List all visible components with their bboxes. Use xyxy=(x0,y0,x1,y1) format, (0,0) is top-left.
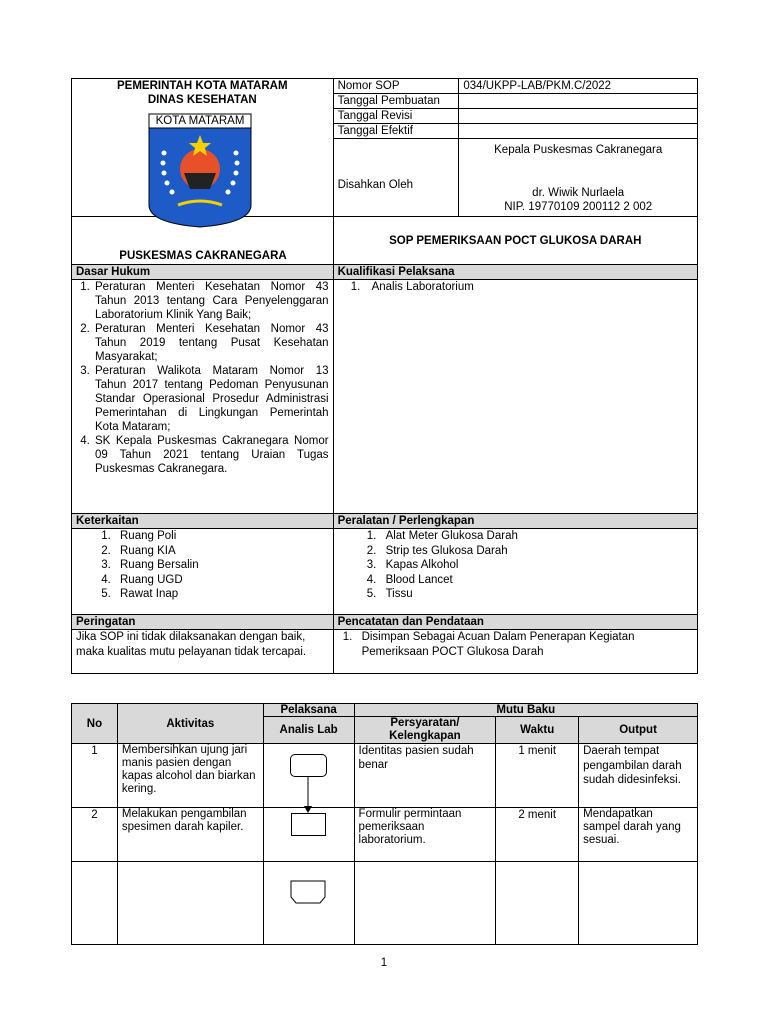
header-pelaksana: Pelaksana xyxy=(263,704,354,717)
header-persyaratan: Persyaratan/ Kelengkapan xyxy=(354,717,496,744)
list-item: 5. Tissu xyxy=(380,587,693,602)
puskesmas-name: PUSKESMAS CAKRANEGARA xyxy=(119,250,287,262)
row-persyaratan: Identitas pasien sudah benar xyxy=(354,744,496,808)
list-item: 3. Kapas Alkohol xyxy=(380,558,693,573)
header-aktivitas: Aktivitas xyxy=(117,704,263,744)
gov-line2: DINAS KESEHATAN xyxy=(147,94,257,106)
approver-name: dr. Wiwik Nurlaela xyxy=(532,187,625,199)
flow-offpage-connector xyxy=(290,880,327,905)
approver-nip: NIP. 19770109 200112 2 002 xyxy=(504,201,653,213)
list-item: 2. Ruang KIA xyxy=(114,544,329,559)
field-label: Tanggal Efektif xyxy=(333,124,459,139)
field-value: 034/UKPP-LAB/PKM.C/2022 xyxy=(459,79,698,94)
row-output xyxy=(579,862,698,945)
city-logo xyxy=(148,113,252,229)
list-item: 2. Peraturan Menteri Kesehatan Nomor 43 Tahun 2019 tentang Pusat Kesehatan Masyarakat; xyxy=(93,322,329,364)
row-output: Daerah tempat pengambilan darah sudah didesinfeksi. xyxy=(579,744,698,808)
list-item: 3. Ruang Bersalin xyxy=(114,558,329,573)
list-item: 1. Analis Laboratorium xyxy=(364,280,693,294)
header-waktu: Waktu xyxy=(496,717,579,744)
header-output: Output xyxy=(579,717,698,744)
peringatan-title: Peringatan xyxy=(72,615,334,630)
header-mutu-baku: Mutu Baku xyxy=(354,704,697,717)
row-aktivitas: Melakukan pengambilan spesimen darah kapiler. xyxy=(117,808,263,862)
keterkaitan-list-cell xyxy=(72,529,334,615)
flow-arrow xyxy=(300,776,316,814)
kualifikasi-title: Kualifikasi Pelaksana xyxy=(333,265,697,280)
list-item: 1. Ruang Poli xyxy=(114,529,329,544)
list-item: 3. Peraturan Walikota Mataram Nomor 13 Tahun 2017 tentang Pedoman Penyusunan Standar Operasional Prosedur Administrasi Pemerintahan di Lingkungan Pemerintah Kota Mataram; xyxy=(93,364,329,434)
field-value xyxy=(459,94,698,109)
dasar-hukum-title: Dasar Hukum xyxy=(72,265,334,280)
disahkan-label-cell xyxy=(333,139,459,217)
row-output: Mendapatkan sampel darah yang sesuai. xyxy=(579,808,698,862)
list-item: 4. Blood Lancet xyxy=(380,573,693,588)
row-persyaratan xyxy=(354,862,496,945)
row-persyaratan: Formulir permintaan pemeriksaan laboratorium. xyxy=(354,808,496,862)
list-item: 4. SK Kepala Puskesmas Cakranegara Nomor 09 Tahun 2021 tentang Uraian Tugas Puskesmas Cakranegara. xyxy=(93,434,329,476)
dasar-hukum-list-cell xyxy=(72,280,334,514)
table-row xyxy=(72,808,698,862)
row-waktu: 1 menit xyxy=(496,744,579,808)
flow-table xyxy=(71,703,698,945)
gov-line1: PEMERINTAH KOTA MATARAM xyxy=(116,80,288,92)
header-no: No xyxy=(72,704,118,744)
flow-process-box xyxy=(291,813,326,836)
row-no: 1 xyxy=(72,744,118,808)
sop-title: SOP PEMERIKSAAN POCT GLUKOSA DARAH xyxy=(333,217,697,265)
list-item: 1. Peraturan Menteri Kesehatan Nomor 43 Tahun 2013 tentang Cara Penyelenggaran Laboratorium Klinik Yang Baik; xyxy=(93,280,329,322)
field-label: Tanggal Revisi xyxy=(333,109,459,124)
field-label: Nomor SOP xyxy=(333,79,459,94)
pencatatan-list-cell xyxy=(333,630,697,674)
pencatatan-title: Pencatatan dan Pendataan xyxy=(333,615,697,630)
row-waktu xyxy=(496,862,579,945)
keterkaitan-list xyxy=(76,529,329,602)
logo-text: KOTA MATARAM xyxy=(155,115,245,127)
list-item: 1. Disimpan Sebagai Acuan Dalam Penerapan Kegiatan Pemeriksaan POCT Glukosa Darah xyxy=(356,630,693,660)
list-item: 1. Alat Meter Glukosa Darah xyxy=(380,529,693,544)
approver-title: Kepala Puskesmas Cakranegara xyxy=(494,144,663,156)
field-label: Tanggal Pembuatan xyxy=(333,94,459,109)
kualifikasi-list-cell xyxy=(333,280,697,514)
row-waktu: 2 menit xyxy=(496,808,579,862)
flow-start-terminator xyxy=(290,754,327,777)
peralatan-list-cell xyxy=(333,529,697,615)
table-row xyxy=(72,744,698,808)
row-no: 2 xyxy=(72,808,118,862)
list-item: 4. Ruang UGD xyxy=(114,573,329,588)
approval-cell xyxy=(459,139,698,217)
sop-header-table xyxy=(71,78,698,674)
row-no xyxy=(72,862,118,945)
institution-cell xyxy=(72,79,334,262)
row-aktivitas xyxy=(117,862,263,945)
row-aktivitas: Membersihkan ujung jari manis pasien dengan kapas alcohol dan biarkan kering. xyxy=(117,744,263,808)
header-analis: Analis Lab xyxy=(263,717,354,744)
peralatan-title: Peralatan / Perlengkapan xyxy=(333,514,697,529)
list-item: 5. Rawat Inap xyxy=(114,587,329,602)
keterkaitan-title: Keterkaitan xyxy=(72,514,334,529)
kualifikasi-list xyxy=(338,280,693,294)
pencatatan-list xyxy=(338,630,693,660)
table-row xyxy=(72,862,698,945)
peralatan-list xyxy=(338,529,693,602)
page-number: 1 xyxy=(380,957,388,969)
field-value xyxy=(459,124,698,139)
peringatan-text: Jika SOP ini tidak dilaksanakan dengan baik, maka kualitas mutu pelayanan tidak tercapai. xyxy=(72,630,334,674)
list-item: 2. Strip tes Glukosa Darah xyxy=(380,544,693,559)
field-value xyxy=(459,109,698,124)
dasar-hukum-list xyxy=(72,280,329,476)
disahkan-label: Disahkan Oleh xyxy=(337,178,413,191)
